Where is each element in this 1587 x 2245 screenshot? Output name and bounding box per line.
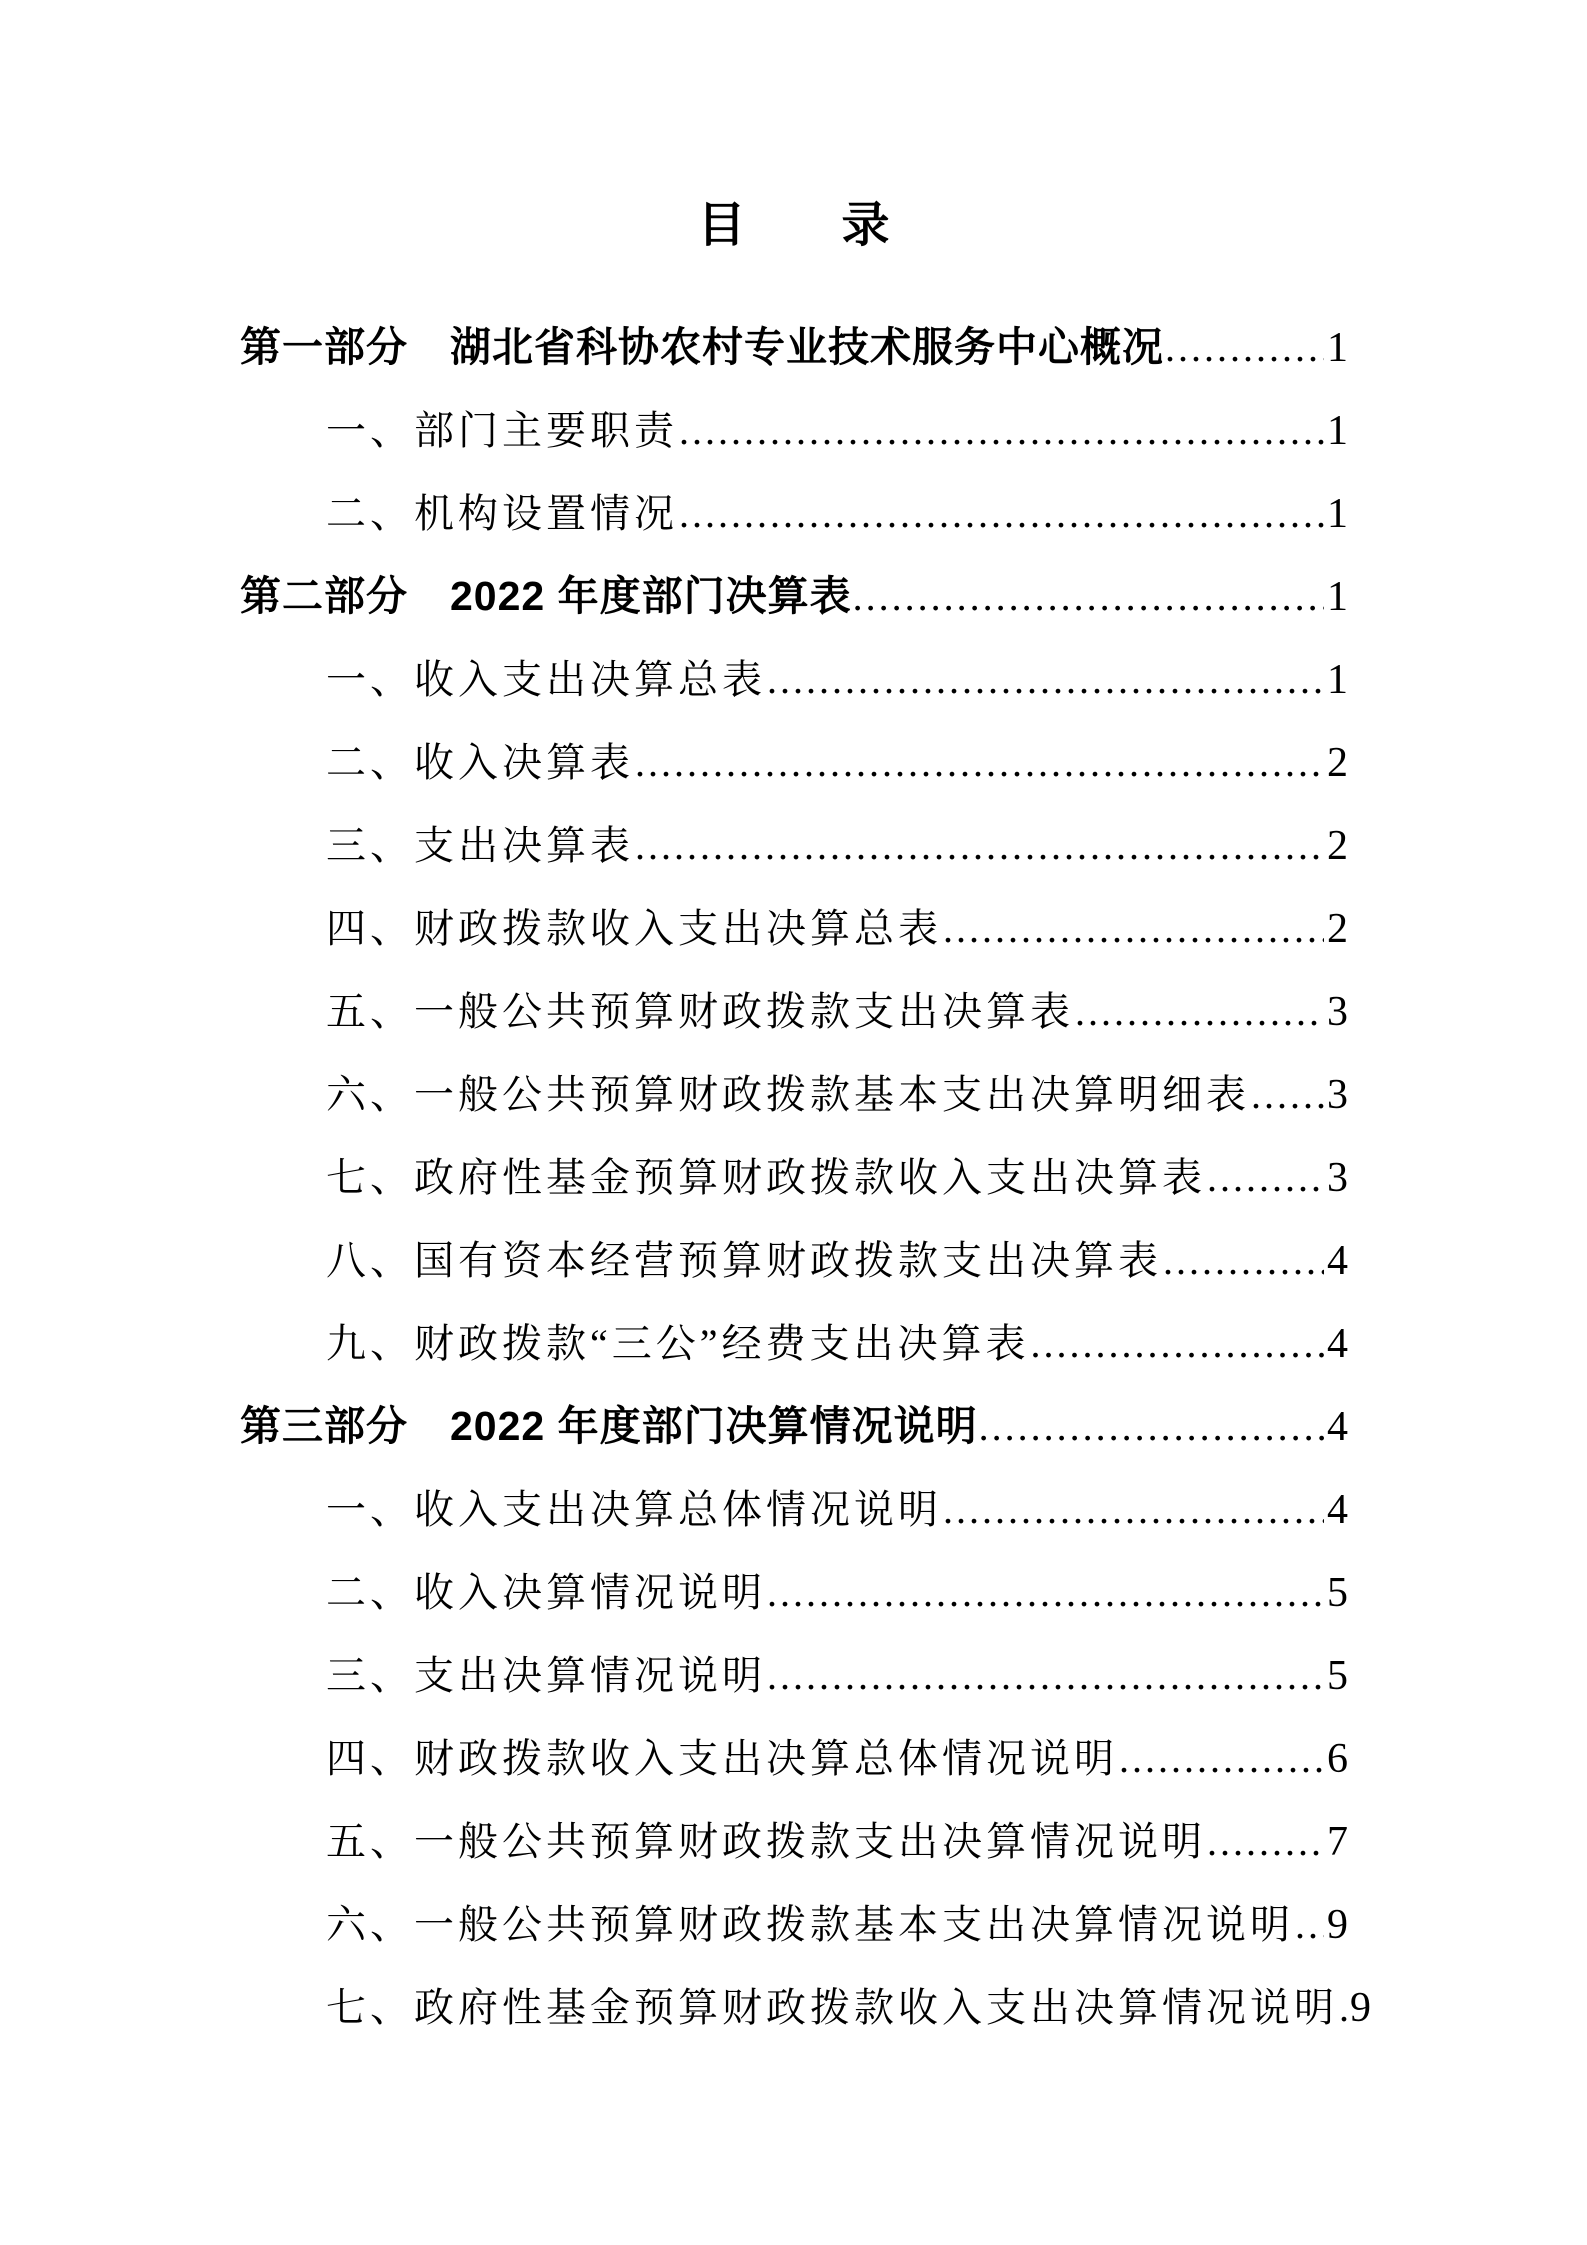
toc-entry-page-number: 1 [1327,408,1348,454]
toc-entry-label: 第三部分 2022 年度部门决算情况说明 [240,1403,978,1449]
toc-entry-page-number: 9 [1327,1902,1348,1948]
toc-entry-page-number: 5 [1327,1570,1348,1616]
toc-item-entry [240,804,1348,887]
toc-entry-label: 九、财政拨款“三公”经费支出决算表 [326,1321,1030,1366]
toc-item-entry [240,638,1348,721]
toc-entry-label: 二、机构设置情况 [326,491,678,536]
toc-entry-label: 三、支出决算表 [326,823,634,868]
toc-entry-label: 一、部门主要职责 [326,408,678,453]
toc-entry-page-number: 4 [1327,1321,1348,1367]
dot-leader [853,555,1324,647]
dot-leader [1207,1136,1324,1228]
toc-entry-page-number: 3 [1327,1155,1348,1201]
dot-leader [1163,1219,1324,1311]
dot-leader [1119,1717,1324,1809]
toc-section-entry [240,1385,1348,1468]
toc-entry-label: 一、收入支出决算总体情况说明 [326,1487,942,1532]
toc-entry-label: 八、国有资本经营预算财政拨款支出决算表 [326,1238,1162,1283]
toc-entry-page-number: 2 [1327,823,1348,869]
toc-section-entry [240,555,1348,638]
toc-entry-page-number: 6 [1327,1736,1348,1782]
dot-leader [767,638,1324,730]
toc-item-entry [240,887,1348,970]
toc-entry-label: 二、收入决算情况说明 [326,1570,766,1615]
dot-leader [943,1468,1324,1560]
toc-entry-page-number: 9 [1350,1985,1371,2031]
toc-item-entry [240,1468,1348,1551]
toc-entry-page-number: 3 [1327,1072,1348,1118]
toc-item-entry [240,1800,1348,1883]
toc-entry-page-number: 1 [1327,657,1348,703]
toc-entry-label: 七、政府性基金预算财政拨款收入支出决算情况说明 [326,1985,1338,2030]
toc-entry-label: 五、一般公共预算财政拨款支出决算情况说明 [326,1819,1206,1864]
toc-entry-label: 六、一般公共预算财政拨款基本支出决算明细表 [326,1072,1250,1117]
toc-entry-label: 四、财政拨款收入支出决算总体情况说明 [326,1736,1118,1781]
dot-leader [943,887,1324,979]
toc-item-entry [240,970,1348,1053]
toc-entry-page-number: 4 [1327,1487,1348,1533]
toc-entry-label: 四、财政拨款收入支出决算总表 [326,906,942,951]
toc-entry-page-number: 2 [1327,906,1348,952]
toc-item-entry [240,1717,1348,1800]
dot-leader [767,1634,1324,1726]
toc-item-entry [240,472,1348,555]
toc-item-entry [240,1883,1348,1966]
toc-entry-page-number: 3 [1327,989,1348,1035]
dot-leader [635,721,1324,813]
dot-leader [1031,1302,1324,1394]
toc-entry-page-number: 4 [1327,1238,1348,1284]
toc-entry-label: 一、收入支出决算总表 [326,657,766,702]
toc-section-entry [240,306,1348,389]
toc-item-entry [240,1966,1371,2049]
dot-leader [979,1385,1324,1477]
toc-item-entry [240,1053,1348,1136]
toc-item-entry [240,389,1348,472]
dot-leader [1075,970,1324,1062]
page-title: 目 录 [697,199,890,252]
table-of-contents [240,306,1371,2049]
dot-leader [1207,1800,1324,1892]
toc-entry-label: 二、收入决算表 [326,740,634,785]
dot-leader [1339,1966,1347,2058]
toc-entry-page-number: 5 [1327,1653,1348,1699]
dot-leader [767,1551,1324,1643]
dot-leader [635,804,1324,896]
toc-entry-page-number: 2 [1327,740,1348,786]
toc-item-entry [240,1136,1348,1219]
dot-leader [1295,1883,1324,1975]
toc-entry-label: 六、一般公共预算财政拨款基本支出决算情况说明 [326,1902,1294,1947]
toc-entry-page-number: 7 [1327,1819,1348,1865]
toc-entry-label: 五、一般公共预算财政拨款支出决算表 [326,989,1074,1034]
toc-entry-label: 第二部分 2022 年度部门决算表 [240,573,852,619]
toc-entry-label: 第一部分 湖北省科协农村专业技术服务中心概况 [240,324,1164,370]
dot-leader [679,472,1324,564]
dot-leader [1165,306,1324,398]
toc-item-entry [240,1302,1348,1385]
dot-leader [1251,1053,1324,1145]
toc-entry-page-number: 4 [1327,1404,1348,1450]
toc-entry-page-number: 1 [1327,491,1348,537]
toc-item-entry [240,1551,1348,1634]
toc-entry-label: 七、政府性基金预算财政拨款收入支出决算表 [326,1155,1206,1200]
toc-entry-page-number: 1 [1327,325,1348,371]
toc-item-entry [240,1634,1348,1717]
toc-item-entry [240,1219,1348,1302]
toc-item-entry [240,721,1348,804]
toc-entry-label: 三、支出决算情况说明 [326,1653,766,1698]
dot-leader [679,389,1324,481]
toc-entry-page-number: 1 [1327,574,1348,620]
